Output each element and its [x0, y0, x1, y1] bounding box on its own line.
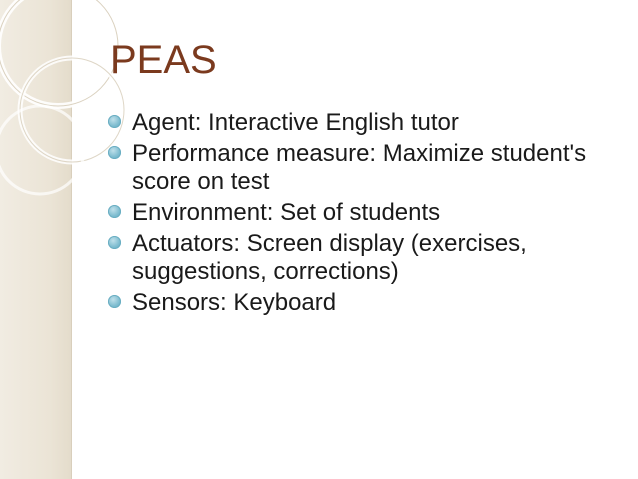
- bullet-item-sensors: [106, 289, 616, 317]
- bullet-item-performance-measure: [106, 140, 616, 196]
- bullet-text: Environment: Set of students: [132, 199, 441, 226]
- bullet-dot-icon: [108, 236, 121, 249]
- bullet-dot-icon: [108, 115, 121, 128]
- bullet-dot-icon: [108, 295, 121, 308]
- bullet-list: [106, 109, 616, 320]
- bullet-text: Sensors: Keyboard: [132, 289, 337, 316]
- bullet-text: Agent: Interactive English tutor: [132, 109, 459, 136]
- bullet-item-agent: [106, 109, 616, 137]
- bullet-item-actuators: [106, 230, 616, 286]
- bullet-text: Performance measure: Maximize student's score on test: [132, 140, 587, 195]
- bullet-item-environment: [106, 199, 616, 227]
- bullet-dot-icon: [108, 205, 121, 218]
- slide-title: PEAS: [110, 38, 217, 82]
- bullet-text: Actuators: Screen display (exercises, suggestions, corrections): [132, 230, 527, 285]
- bullet-dot-icon: [108, 146, 121, 159]
